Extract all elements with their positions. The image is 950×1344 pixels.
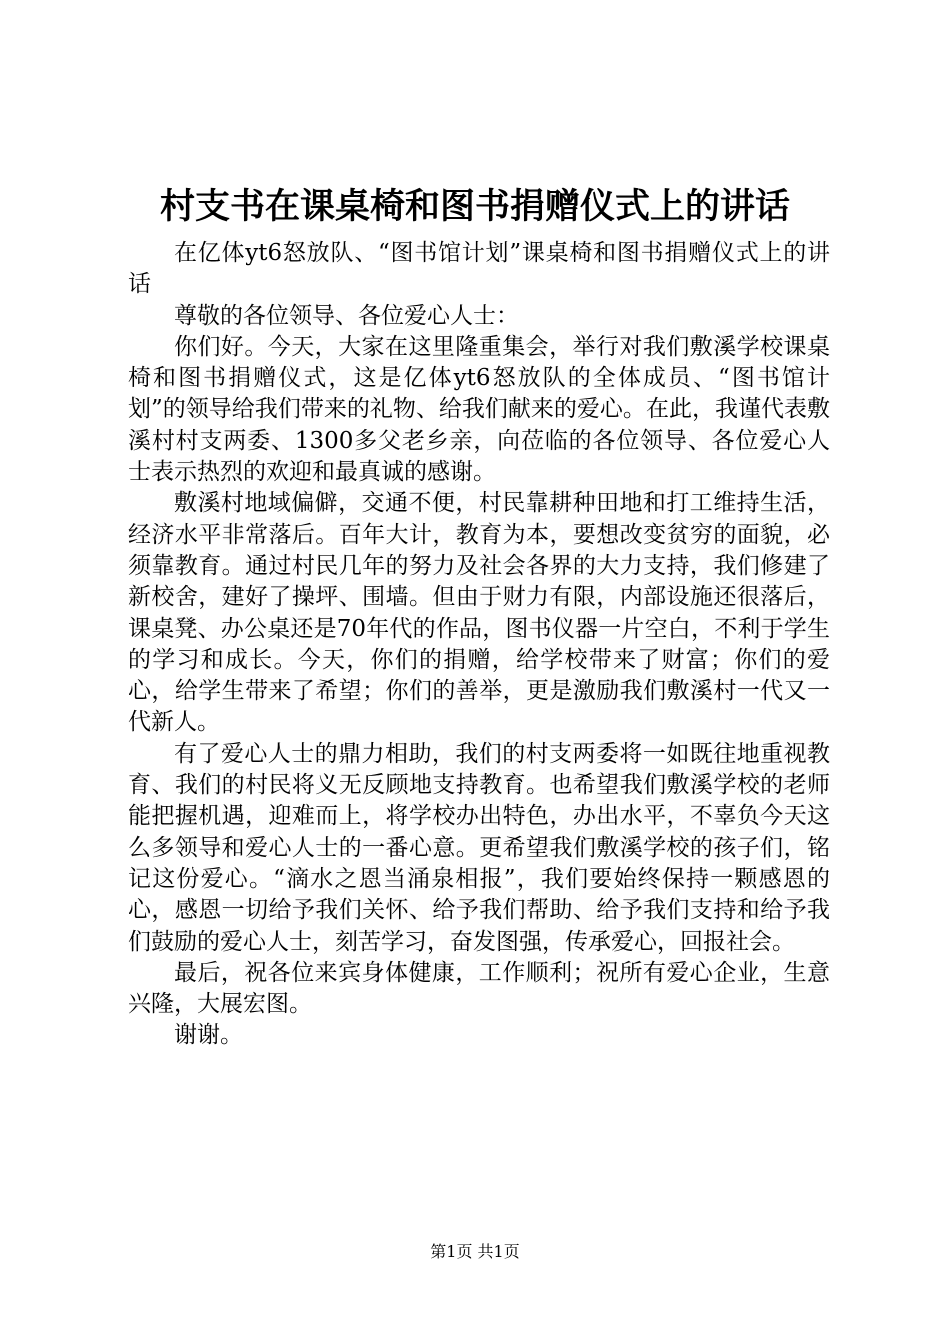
document-title: 村支书在课桌椅和图书捐赠仪式上的讲话 bbox=[159, 187, 790, 227]
page-number-footer: 第1页 共1页 bbox=[430, 1242, 520, 1261]
paragraph-expectations: 有了爱心人士的鼎力相助，我们的村支两委将一如既往地重视教育、我们的村民将义无反顾地支持教育。也希望我们敷溪学校的老师能把握机遇，迎难而上，将学校办出特色，办出水平，不辜负今天这么多领导和爱心人士的一番心意。更希望我们敷溪学校的孩子们，铭记这份爱心。“滴水之恩当涌泉相报”，我们要始终保持一颗感恩的心，感恩一切给予我们关怀、给予我们帮助、给予我们支持和给予我们鼓励的爱心人士，刻苦学习，奋发图强，传承爱心，回报社会。 bbox=[128, 740, 830, 955]
document-body bbox=[128, 238, 830, 1052]
paragraph-village-background: 敷溪村地域偏僻，交通不便，村民靠耕种田地和打工维持生活，经济水平非常落后。百年大计，教育为本，要想改变贫穷的面貌，必须靠教育。通过村民几年的努力及社会各界的大力支持，我们修建了新校舍，建好了操坪、围墙。但由于财力有限，内部设施还很落后，课桌凳、办公桌还是70年代的作品，图书仪器一片空白，不利于学生的学习和成长。今天，你们的捐赠，给学校带来了财富；你们的爱心，给学生带来了希望；你们的善举，更是激励我们敷溪村一代又一代新人。 bbox=[128, 490, 830, 736]
paragraph-thanks: 谢谢。 bbox=[174, 1022, 243, 1049]
paragraph-greeting: 你们好。今天，大家在这里隆重集会，举行对我们敷溪学校课桌椅和图书捐赠仪式，这是亿体yt6怒放队的全体成员、“图书馆计划”的领导给我们带来的礼物、给我们献来的爱心。在此，我谨代表敷溪村村支两委、1300多父老乡亲，向莅临的各位领导、各位爱心人士表示热烈的欢迎和最真诚的感谢。 bbox=[128, 333, 830, 486]
paragraph-subtitle: 在亿体yt6怒放队、“图书馆计划”课桌椅和图书捐赠仪式上的讲话 bbox=[128, 240, 830, 298]
paragraph-salutation: 尊敬的各位领导、各位爱心人士： bbox=[174, 302, 519, 329]
paragraph-closing-wishes: 最后，祝各位来宾身体健康，工作顺利；祝所有爱心企业，生意兴隆，大展宏图。 bbox=[128, 959, 830, 1018]
